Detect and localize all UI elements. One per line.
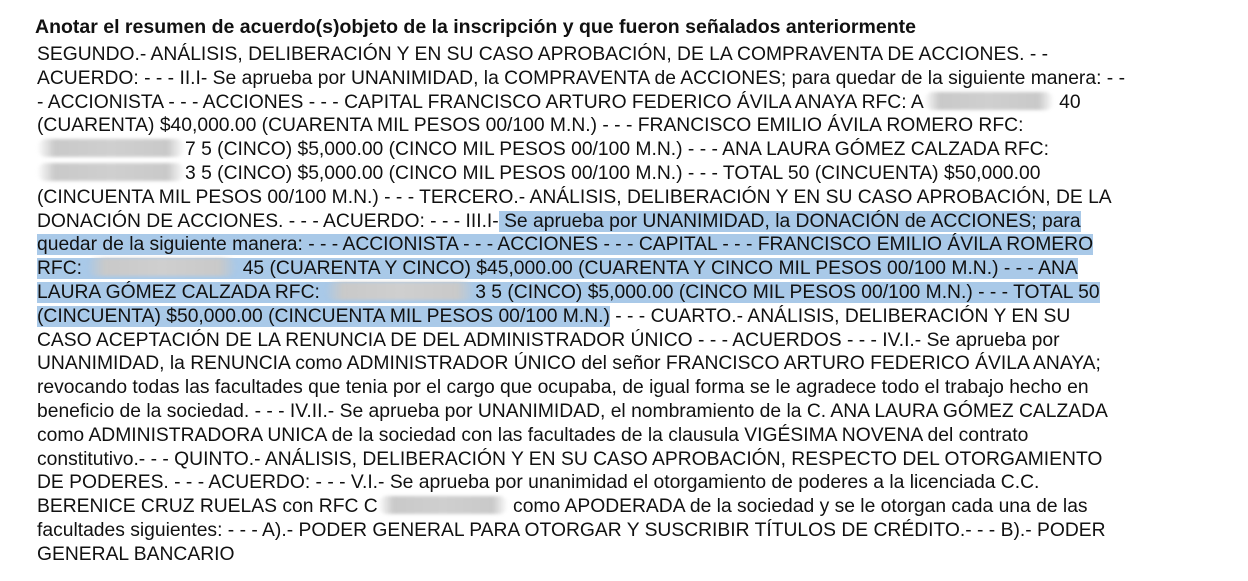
text-line bbox=[37, 495, 1232, 519]
text-line bbox=[37, 114, 1232, 138]
text-segment: (CUARENTA) $40,000.00 (CUARENTA MIL PESOS 00/100 M.N.) - - - FRANCISCO EMILIO ÁVILA ROMERO RFC: bbox=[37, 115, 1024, 137]
text-line bbox=[37, 186, 1232, 210]
text-line bbox=[37, 376, 1232, 400]
text-segment: UNANIMIDAD, la RENUNCIA como ADMINISTRADOR ÚNICO del señor FRANCISCO ARTURO FEDERICO ÁVILA ANAYA; bbox=[37, 353, 1101, 375]
text-segment: DE PODERES. - - - ACUERDO: - - - V.I.- Se aprueba por unanimidad el otorgamiento de poderes a la licenciada C.C. bbox=[37, 472, 1040, 494]
text-segment: SEGUNDO.- ANÁLISIS, DELIBERACIÓN Y EN SU CASO APROBACIÓN, DE LA COMPRAVENTA DE ACCIONES. - - bbox=[37, 44, 1049, 65]
text-segment: 7 5 (CINCO) $5,000.00 (CINCO MIL PESOS 00/100 M.N.) - - - ANA LAURA GÓMEZ CALZADA RFC: bbox=[185, 139, 1049, 161]
text-segment: - ACCIONISTA - - - ACCIONES - - - CAPITAL FRANCISCO ARTURO FEDERICO ÁVILA ANAYA RFC: A bbox=[37, 91, 924, 113]
redacted-rfc bbox=[37, 163, 185, 181]
redacted-rfc bbox=[87, 258, 237, 276]
text-line bbox=[37, 329, 1232, 353]
text-line bbox=[37, 91, 1232, 115]
text-segment: GENERAL BANCARIO bbox=[37, 543, 235, 565]
text-line bbox=[37, 233, 1232, 257]
redacted-rfc bbox=[924, 92, 1054, 110]
text-segment: DONACIÓN DE ACCIONES. - - - ACUERDO: - - - III.I- bbox=[37, 210, 499, 232]
highlighted-text: 45 (CUARENTA Y CINCO) $45,000.00 (CUARENTA Y CINCO MIL PESOS 00/100 M.N.) - - - ANA bbox=[237, 258, 1078, 280]
text-line bbox=[37, 448, 1232, 472]
highlighted-redaction bbox=[87, 258, 237, 279]
highlighted-text: 3 5 (CINCO) $5,000.00 (CINCO MIL PESOS 00/100 M.N.) - - - TOTAL 50 bbox=[475, 281, 1100, 303]
highlighted-text: quedar de la siguiente manera: - - - ACCIONISTA - - - ACCIONES - - - CAPITAL - - - FRANCISCO EMILIO ÁVILA ROMERO bbox=[37, 234, 1094, 256]
text-segment: 3 5 (CINCO) $5,000.00 (CINCO MIL PESOS 00/100 M.N.) - - - TOTAL 50 (CINCUENTA) $50,000.00 bbox=[185, 162, 1041, 184]
text-segment: CASO ACEPTACIÓN DE LA RENUNCIA DE DEL ADMINISTRADOR ÚNICO - - - ACUERDOS - - - IV.I.- Se aprueba por bbox=[37, 329, 1060, 351]
text-line bbox=[37, 400, 1232, 424]
highlighted-text: RFC: bbox=[37, 258, 88, 280]
text-line bbox=[37, 43, 1232, 67]
highlighted-redaction bbox=[325, 282, 475, 303]
text-line bbox=[37, 305, 1232, 329]
redacted-rfc bbox=[37, 139, 185, 157]
text-line bbox=[37, 352, 1232, 376]
text-segment: como ADMINISTRADORA UNICA de la sociedad con las facultades de la clausula VIGÉSIMA NOVENA del contrato bbox=[37, 424, 1029, 446]
text-segment: (CINCUENTA MIL PESOS 00/100 M.N.) - - - TERCERO.- ANÁLISIS, DELIBERACIÓN Y EN SU CASO APROBACIÓN, DE LA bbox=[37, 186, 1112, 208]
text-segment: revocando todas las facultades que tenia por el cargo que ocupaba, de igual forma se le agradece todo el trabajo hecho en bbox=[37, 377, 1089, 399]
text-line bbox=[37, 471, 1232, 495]
highlighted-text: Se aprueba por UNANIMIDAD, la DONACIÓN de ACCIONES; para bbox=[498, 210, 1081, 232]
text-segment: facultades siguientes: - - - A).- PODER GENERAL PARA OTORGAR Y SUSCRIBIR TÍTULOS DE CRÉDITO.- - - B).- PODER bbox=[37, 519, 1106, 541]
text-line bbox=[37, 67, 1232, 91]
text-segment: ACUERDO: - - - II.I- Se aprueba por UNANIMIDAD, la COMPRAVENTA de ACCIONES; para quedar de la siguiente manera: - - bbox=[37, 67, 1125, 89]
highlighted-text: (CINCUENTA) $50,000.00 (CINCUENTA MIL PESOS 00/100 M.N.) bbox=[37, 305, 610, 327]
text-segment: BERENICE CRUZ RUELAS con RFC C bbox=[37, 496, 378, 518]
redacted-rfc bbox=[378, 496, 508, 514]
text-segment: - - - CUARTO.- ANÁLISIS, DELIBERACIÓN Y EN SU bbox=[609, 305, 1071, 327]
text-segment: constitutivo.- - - QUINTO.- ANÁLISIS, DELIBERACIÓN Y EN SU CASO APROBACIÓN, RESPECTO DEL OTORGAMIENTO bbox=[37, 448, 1103, 470]
agreements-summary-text bbox=[37, 43, 1232, 567]
text-line bbox=[37, 138, 1232, 162]
text-segment: como APODERADA de la sociedad y se le otorgan cada una de las bbox=[507, 496, 1088, 518]
text-line bbox=[37, 519, 1232, 543]
text-segment: 40 bbox=[1053, 91, 1081, 113]
text-line bbox=[37, 543, 1232, 567]
text-line bbox=[37, 210, 1232, 234]
redacted-rfc bbox=[325, 282, 475, 300]
text-segment: beneficio de la sociedad. - - - IV.II.- Se aprueba por UNANIMIDAD, el nombramiento de la C. ANA LAURA GÓMEZ CALZADA bbox=[37, 400, 1108, 422]
highlighted-text: LAURA GÓMEZ CALZADA RFC: bbox=[37, 281, 326, 303]
inscription-summary-document bbox=[37, 14, 1232, 567]
text-line bbox=[37, 281, 1232, 305]
text-line bbox=[37, 162, 1232, 186]
text-line bbox=[37, 424, 1232, 448]
text-line bbox=[37, 257, 1232, 281]
document-heading: Anotar el resumen de acuerdo(s)objeto de la inscripción y que fueron señalados anteriormente bbox=[35, 16, 916, 38]
